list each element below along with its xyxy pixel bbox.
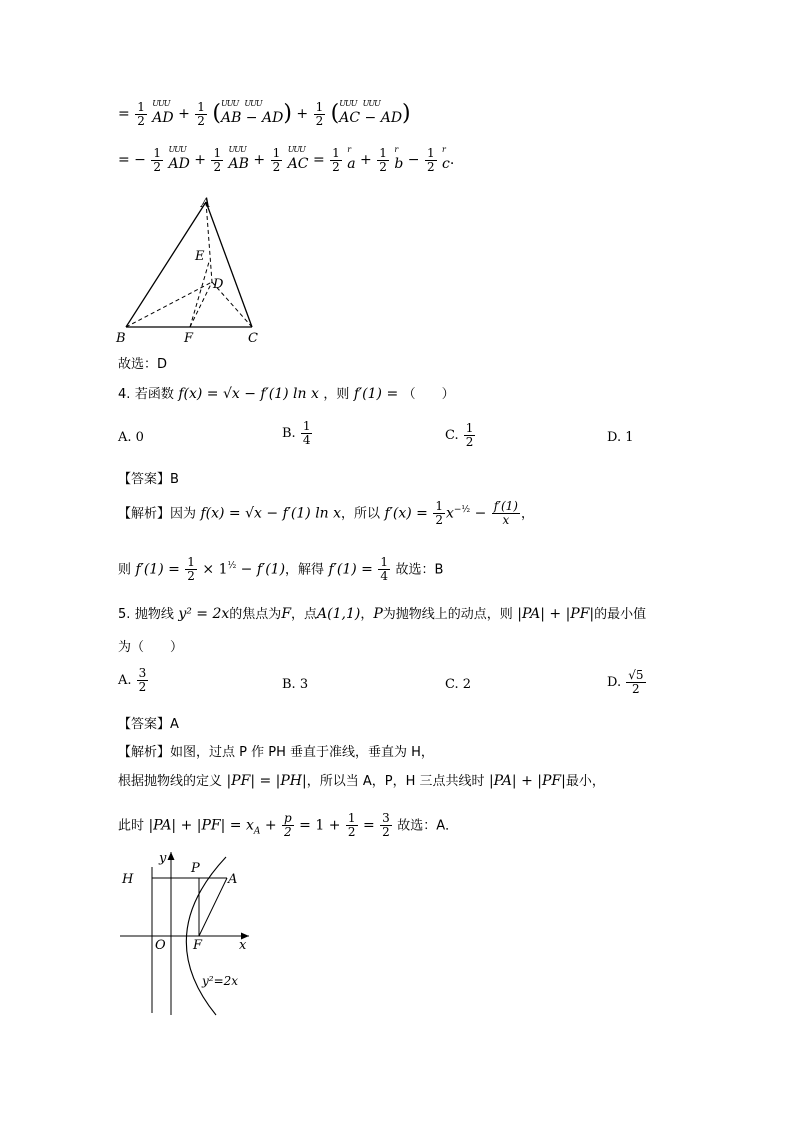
q5-option-a: A. $\frac{3}{2}$: [118, 666, 147, 694]
q4-analysis-line-1: 【解析】因为 f(x) = √x − f′(1) ln x，所以 f′(x) = $\frac{1}{2}$ $x^{-\frac{1}{2}}$ − $\frac{f'(1)}{x}$ ，: [118, 499, 534, 528]
q5-option-d: D. $\frac{√5}{2}$: [607, 668, 644, 696]
label-d: D: [213, 277, 224, 292]
label-f: F: [193, 938, 203, 953]
label-a: A: [228, 872, 238, 887]
q5-option-c: C. 2: [445, 677, 472, 692]
label-h: H: [122, 872, 134, 887]
derivation-line-1: = $\frac{1}{2}$ UUU AD + $\frac{1}{2}$ ( UUU UUU AB − AD) + $\frac{1}{2}$ ( UUU UUU AC − AD): [118, 99, 411, 128]
q4-option-d: D. 1: [607, 430, 634, 445]
q5-analysis-line-3: 此时 $|PA| + |PF| = x_A$ + $\frac{p}{2}$ = 1 + $\frac{1}{2}$ = $\frac{3}{2}$ 故选：A．: [118, 811, 459, 839]
label-b: B: [116, 331, 126, 346]
vector-ab-minus-ad: UUU UUU AB − AD: [220, 99, 284, 126]
q5-analysis-line-2: 根据抛物线的定义 |PF| = |PH|，所以当 A，P，H 三点共线时 |PA| + |PF|最小，: [118, 773, 605, 789]
q5-stem-line-2: 为（ ）: [118, 640, 184, 655]
label-p: P: [191, 861, 200, 876]
q3-answer-line: 故选：D: [118, 357, 168, 372]
label-o: O: [155, 938, 166, 953]
vector-ad: UUU AD: [152, 99, 174, 126]
parabola-figure: [114, 845, 259, 1020]
q4-option-b: B. $\frac{1}{4}$: [282, 419, 311, 447]
q4-answer: 【答案】B: [118, 472, 179, 487]
label-e: E: [195, 249, 205, 264]
label-a: A: [201, 196, 211, 211]
vector-ac-minus-ad: UUU UUU AC − AD: [339, 99, 403, 126]
fraction-half: $\frac{1}{2}$: [315, 99, 324, 128]
label-y: y: [159, 851, 167, 866]
tetrahedron-figure: [114, 190, 274, 350]
q5-stem-line-1: 5. 抛物线 y² = 2x的焦点为F，点A(1,1)，P为抛物线上的动点，则 |PA| + |PF|的最小值: [118, 606, 647, 622]
label-c: C: [248, 331, 258, 346]
fraction-half: $\frac{1}{2}$: [197, 99, 205, 128]
label-curve: y²=2x: [202, 974, 239, 988]
q4-option-a: A. 0: [118, 430, 144, 445]
q5-option-b: B. 3: [282, 677, 309, 692]
q5-answer: 【答案】A: [118, 717, 179, 732]
q4-stem: 4. 若函数 f(x) = √x − f′(1) ln x ，则 f′(1) = （ ）: [118, 386, 455, 402]
q4-option-c: C. $\frac{1}{2}$: [445, 421, 474, 449]
label-x: x: [239, 938, 247, 953]
derivation-line-2: = − $\frac{1}{2}$ UUU AD + $\frac{1}{2}$ UUU AB + $\frac{1}{2}$ UUU AC = $\frac{1}{2}$ r a + $\frac{1}{2}$ r b − $\frac{1}{2}$ r c.: [118, 145, 455, 174]
q4-analysis-line-2: 则 f′(1) = $\frac{1}{2}$ × $1^{\frac{1}{2}} - f'(1)$，解得 f′(1) = $\frac{1}{4}$ 故选：B: [118, 555, 444, 584]
label-f: F: [184, 331, 194, 346]
fraction-half: $\frac{1}{2}$: [137, 99, 145, 128]
q5-analysis-line-1: 【解析】如图，过点 P 作 PH 垂直于准线，垂直为 H，: [118, 745, 434, 760]
